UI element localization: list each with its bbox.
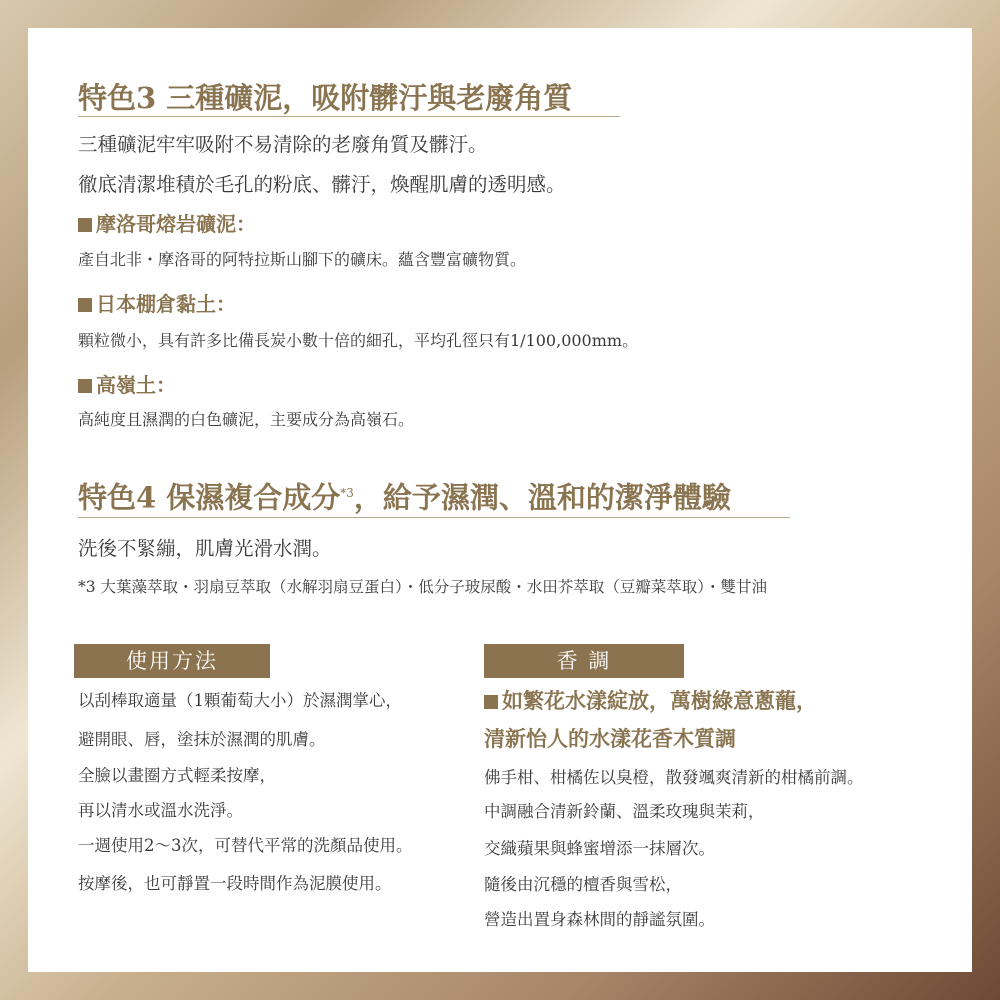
square-bullet-icon [78,298,92,312]
clay-3-desc: 高純度且濕潤的白色礦泥，主要成分為高嶺石。 [78,410,415,429]
feature3-line: 三種礦泥牢牢吸附不易清除的老廢角質及髒汙。 [78,133,488,156]
clay-2-desc: 顆粒微小，具有許多比備長炭小數十倍的細孔，平均孔徑只有1/100,000mm。 [78,331,639,350]
fragrance-line: 交織蘋果與蜂蜜增添一抹層次。 [484,839,715,858]
fragrance-header: 香 調 [484,644,684,678]
clay-2-label: 日本棚倉黏土： [78,291,236,317]
usage-line: 避開眼、唇，塗抹於濕潤的肌膚。 [78,730,326,749]
square-bullet-icon [78,218,92,232]
usage-line: 一週使用2～3次，可替代平常的洗顏品使用。 [78,836,413,855]
footnote: *3 大葉藻萃取・羽扇豆萃取（水解羽扇豆蛋白）・低分子玻尿酸・水田芥萃取（豆瓣菜萃取）・雙甘油 [78,578,768,596]
feature4-line: 洗後不緊繃，肌膚光滑水潤。 [78,537,332,560]
clay-1-label: 摩洛哥熔岩礦泥： [78,211,256,237]
feature3-line: 徹底清潔堆積於毛孔的粉底、髒汙，煥醒肌膚的透明感。 [78,173,566,196]
clay-3-label: 高嶺土： [78,372,176,398]
usage-line: 以刮棒取適量（1顆葡萄大小）於濕潤掌心， [78,691,402,710]
usage-header: 使用方法 [74,644,270,678]
fragrance-line: 隨後由沉穩的檀香與雪松， [484,875,682,894]
fragrance-line: 佛手柑、柑橘佐以臭橙，散發颯爽清新的柑橘前調。 [484,768,864,787]
square-bullet-icon [78,379,92,393]
feature4-rule [78,517,790,518]
usage-line: 按摩後，也可靜置一段時間作為泥膜使用。 [78,874,392,893]
fragrance-line: 營造出置身森林間的靜謐氛圍。 [484,910,715,929]
footnote-marker: *3 [340,486,354,500]
fragrance-line: 中調融合清新鈴蘭、溫柔玫瑰與茉莉， [484,802,765,821]
usage-line: 全臉以畫圈方式輕柔按摩， [78,766,276,785]
square-bullet-icon [484,695,498,709]
feature3-rule [78,116,620,117]
clay-1-desc: 產自北非・摩洛哥的阿特拉斯山腳下的礦床。蘊含豐富礦物質。 [78,250,527,269]
fragrance-title: 如繁花水漾綻放，萬樹綠意蔥蘢， [484,687,817,715]
content-panel [28,28,972,972]
feature3-title: 特色3 三種礦泥，吸附髒汙與老廢角質 [78,81,573,115]
fragrance-title: 清新怡人的水漾花香木質調 [484,726,736,751]
usage-line: 再以清水或溫水洗淨。 [78,801,243,820]
feature4-title: 特色4 保濕複合成分$^{*3}$，給予濕潤、溫和的潔淨體驗 [78,480,731,515]
